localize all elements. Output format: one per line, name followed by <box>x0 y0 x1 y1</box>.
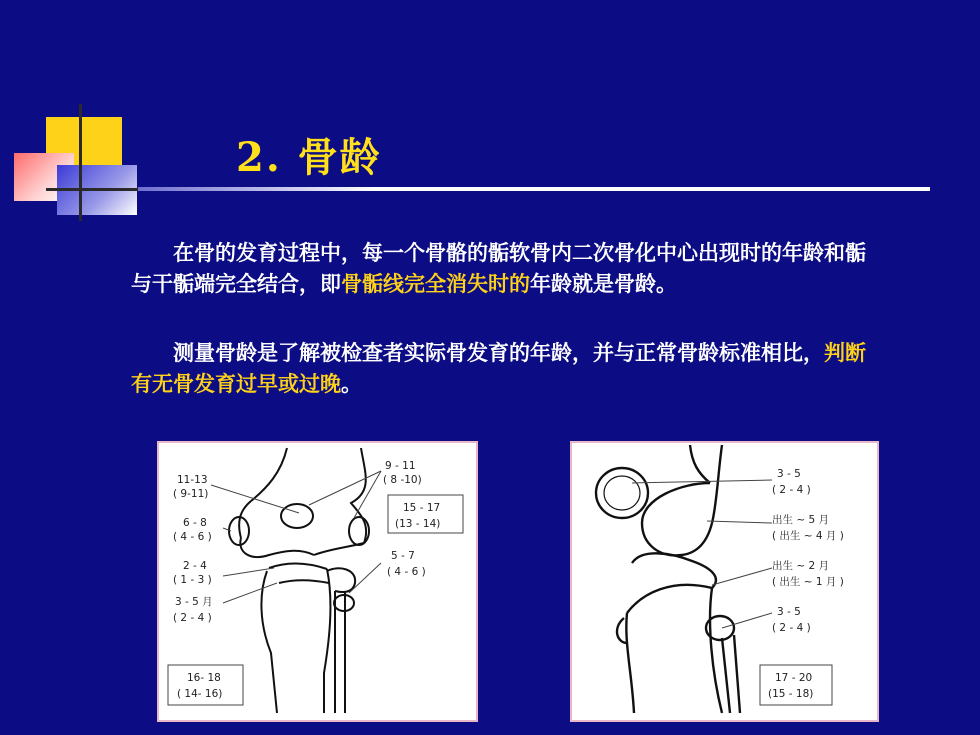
knee-front-diagram <box>159 443 476 720</box>
label-l3a: 2 - 4 <box>183 560 207 572</box>
label-r3a: 5 - 7 <box>391 550 415 562</box>
paragraph-2-lead: 测量骨龄是了解被检查者实际骨发育的年龄，并与正常骨龄标准相比， <box>173 340 824 365</box>
paragraph-1-highlight: 骨骺线完全消失时的 <box>341 271 530 296</box>
label-l2b: ( 4 - 6 ) <box>173 531 212 543</box>
paragraph-2-tail: 。 <box>341 371 362 396</box>
knee-front-view-figure <box>157 441 478 722</box>
label-r2a: 15 - 17 <box>403 502 441 514</box>
label-d1: 3 - 5 <box>777 606 801 618</box>
decor-short-line <box>46 188 142 191</box>
label-l1b: ( 9-11) <box>173 488 209 500</box>
paragraph-purpose <box>131 337 871 399</box>
label-l4b: ( 2 - 4 ) <box>173 612 212 624</box>
label-r1a: 9 - 11 <box>385 460 416 472</box>
label-a2: ( 2 - 4 ) <box>772 484 811 496</box>
label-b1a: 16- 18 <box>187 672 221 684</box>
title-underline <box>138 187 930 191</box>
label-r3b: ( 4 - 6 ) <box>387 566 426 578</box>
label-b2: ( 出生 ~ 4 月 ) <box>772 530 844 542</box>
label-r1b: ( 8 -10) <box>383 474 422 486</box>
label-e2: (15 - 18) <box>768 688 814 700</box>
label-r2b: (13 - 14) <box>395 518 441 530</box>
label-l1a: 11-13 <box>177 474 208 486</box>
label-d2: ( 2 - 4 ) <box>772 622 811 634</box>
paragraph-1-tail: 年龄就是骨龄。 <box>530 271 677 296</box>
paragraph-1-lead: 在骨的发育过程中，每一个骨骼的骺软骨内二次骨化中心出现时的年龄和骺与干骺端完全结合，即 <box>131 240 866 296</box>
label-e1: 17 - 20 <box>775 672 813 684</box>
slide-title: 2. 骨龄 <box>236 134 382 181</box>
label-c2: ( 出生 ~ 1 月 ) <box>772 576 844 588</box>
label-l4a: 3 - 5 月 <box>175 596 213 608</box>
label-a1: 3 - 5 <box>777 468 801 480</box>
knee-side-diagram <box>572 443 877 720</box>
knee-side-view-figure <box>570 441 879 722</box>
label-b1: 出生 ~ 5 月 <box>772 514 829 526</box>
decor-vertical-line <box>79 104 82 221</box>
paragraph-definition <box>131 237 871 299</box>
label-l2a: 6 - 8 <box>183 517 207 529</box>
paragraph-2-highlight: 判断有无骨发育过早或过晚 <box>131 340 866 396</box>
label-l3b: ( 1 - 3 ) <box>173 574 212 586</box>
label-c1: 出生 ~ 2 月 <box>772 560 829 572</box>
label-b1b: ( 14- 16) <box>177 688 223 700</box>
